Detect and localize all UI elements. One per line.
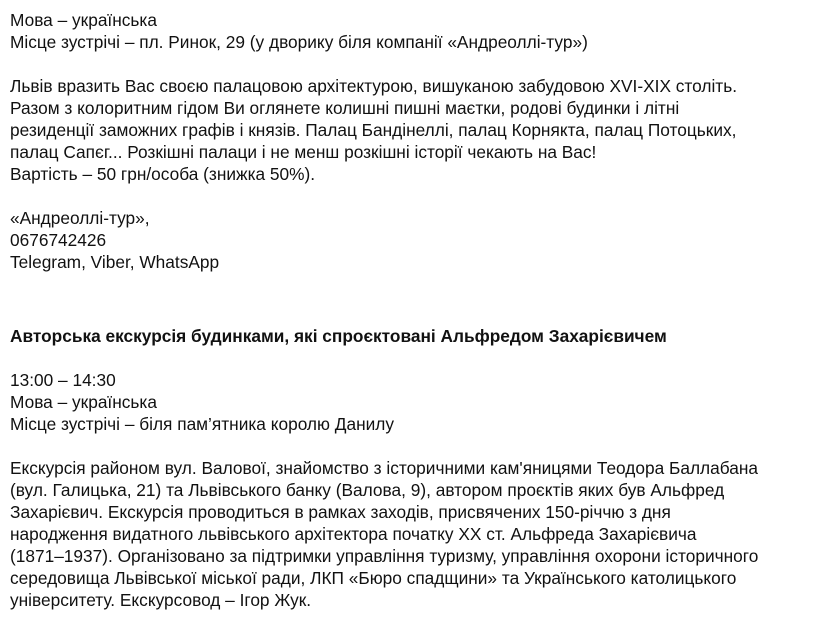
description-line: (вул. Галицька, 21) та Львівського банку (Валова, 9), автором проєктів яких був Альфред bbox=[10, 480, 725, 500]
spacer bbox=[10, 185, 827, 207]
description-line: палац Сапєг... Розкішні палаци і не менш розкішні історії чекають на Вас! bbox=[10, 142, 597, 162]
phone-number: 0676742426 bbox=[10, 230, 107, 250]
tour-section-palaces bbox=[10, 9, 827, 273]
description-line: Львів вразить Вас своєю палацовою архітектурою, вишуканою забудовою XVI-XIX століть. bbox=[10, 76, 738, 96]
meeting-place-text: Місце зустрічі – біля пам’ятника королю Данилу bbox=[10, 414, 395, 434]
spacer bbox=[10, 273, 827, 317]
language-text: Мова – українська bbox=[10, 10, 157, 30]
description-line: Разом з колоритним гідом Ви оглянете колишні пишні маєтки, родові будинки і літні bbox=[10, 98, 680, 118]
description-line: (1871–1937). Організовано за підтримки управління туризму, управління охорони історичного bbox=[10, 546, 759, 566]
guide-text: університету. Екскурсовод – Ігор Жук. bbox=[10, 590, 312, 610]
messengers-text: Telegram, Viber, WhatsApp bbox=[10, 252, 220, 272]
language-text: Мова – українська bbox=[10, 392, 157, 412]
description-line: народження видатного львівського архітектора початку XX ст. Альфреда Захарієвича bbox=[10, 524, 697, 544]
time-text: 13:00 – 14:30 bbox=[10, 370, 116, 390]
price-text: Вартість – 50 грн/особа (знижка 50%). bbox=[10, 164, 316, 184]
section-title: Авторська екскурсія будинками, які спроєктовані Альфредом Захарієвичем bbox=[10, 326, 667, 346]
description-line: Захарієвич. Екскурсія проводиться в рамках заходів, присвячених 150-річчю з дня bbox=[10, 502, 671, 522]
spacer bbox=[10, 317, 827, 325]
spacer bbox=[10, 347, 827, 369]
description-line: середовища Львівської міської ради, ЛКП «Бюро спадщини» та Українського католицького bbox=[10, 568, 737, 588]
tour-description bbox=[10, 75, 827, 185]
company-name: «Андреоллі-тур», bbox=[10, 208, 150, 228]
contact-block bbox=[10, 207, 827, 273]
spacer bbox=[10, 53, 827, 75]
tour-description bbox=[10, 457, 827, 611]
description-line: Екскурсія районом вул. Валової, знайомство з історичними кам'яницями Теодора Баллабана bbox=[10, 458, 759, 478]
tour-section-zakharievych bbox=[10, 325, 827, 611]
spacer bbox=[10, 435, 827, 457]
description-line: резиденції заможних графів і князів. Палац Бандінеллі, палац Корнякта, палац Потоцьких, bbox=[10, 120, 737, 140]
meeting-place-text: Місце зустрічі – пл. Ринок, 29 (у дворику біля компанії «Андреоллі-тур») bbox=[10, 32, 588, 52]
